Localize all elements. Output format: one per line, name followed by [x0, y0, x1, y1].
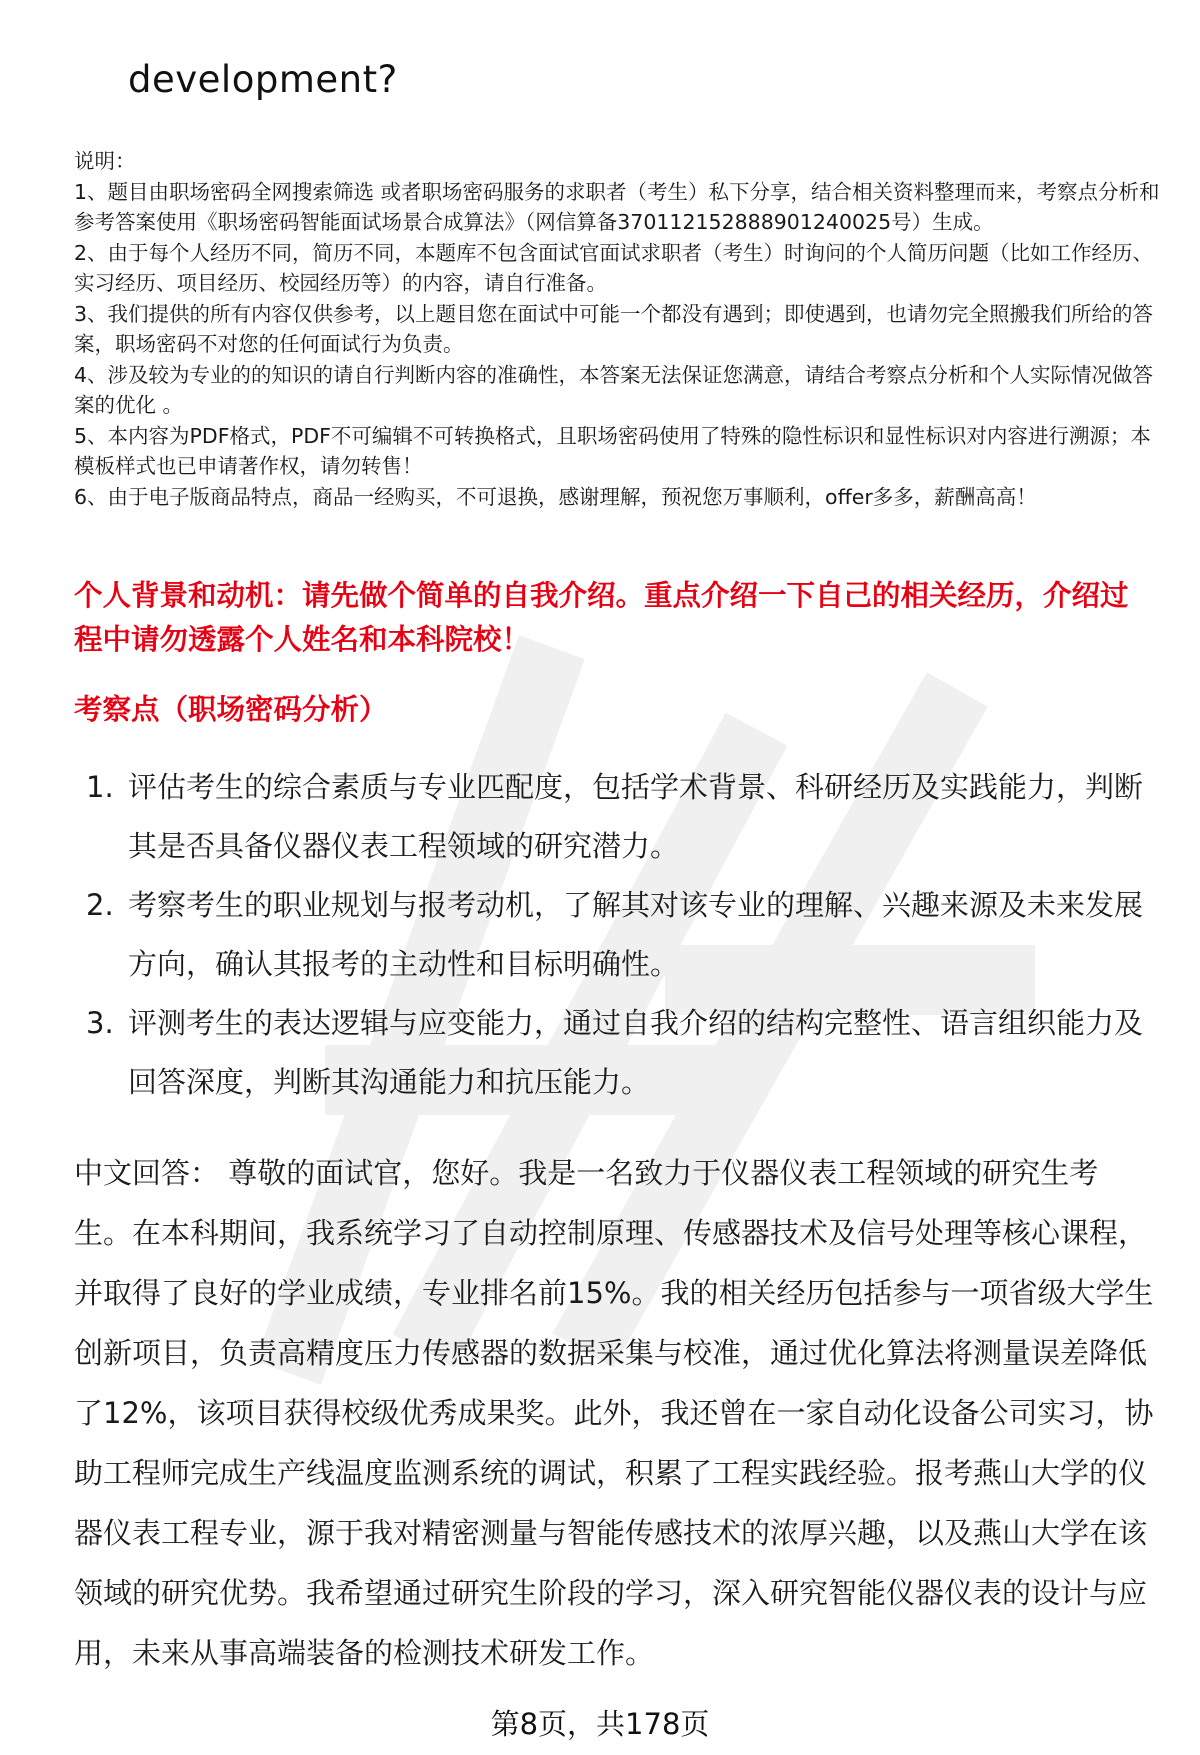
interview-question: 个人背景和动机：请先做个简单的自我介绍。重点介绍一下自己的相关经历，介绍过程中请勿透露个人姓名和本科院校！	[74, 579, 1129, 656]
point-text: 考察考生的职业规划与报考动机，了解其对该专业的理解、兴趣来源及未来发展方向，确认其报考的主动性和目标明确性。	[128, 888, 1144, 981]
note-item-4: 4、涉及较为专业的的知识的请自行判断内容的准确性，本答案无法保证您满意，请结合考察点分析和个人实际情况做答案的优化 。	[74, 362, 1154, 417]
notes-section	[74, 146, 1164, 512]
analysis-points	[74, 758, 1154, 1112]
point-number: 3.	[86, 1006, 114, 1040]
note-item-5: 5、本内容为PDF格式，PDF不可编辑不可转换格式，且职场密码使用了特殊的隐性标识和显性标识对内容进行溯源；本模板样式也已申请著作权，请勿转售！	[74, 423, 1151, 478]
note-item-1: 1、题目由职场密码全网搜索筛选 或者职场密码服务的求职者（考生）私下分享，结合相关资料整理而来，考察点分析和参考答案使用《职场密码智能面试场景合成算法》（网信算备370112152888901240025号）生成。	[74, 179, 1160, 234]
point-text: 评测考生的表达逻辑与应变能力，通过自我介绍的结构完整性、语言组织能力及回答深度，判断其沟通能力和抗压能力。	[128, 1006, 1144, 1099]
point-number: 1.	[86, 770, 114, 804]
note-item-3: 3、我们提供的所有内容仅供参考，以上题目您在面试中可能一个都没有遇到；即使遇到，也请勿完全照搬我们所给的答案，职场密码不对您的任何面试行为负责。	[74, 301, 1154, 356]
notes-label: 说明：	[74, 149, 136, 173]
page-number: 第8页，共178页	[490, 1707, 710, 1741]
point-number: 2.	[86, 888, 114, 922]
chinese-answer: 中文回答： 尊敬的面试官，您好。我是一名致力于仪器仪表工程领域的研究生考生。在本科期间，我系统学习了自动控制原理、传感器技术及信号处理等核心课程，并取得了良好的学业成绩，专业排名前15%。我的相关经历包括参与一项省级大学生创新项目，负责高精度压力传感器的数据采集与校准，通过优化算法将测量误差降低了12%，该项目获得校级优秀成果奖。此外，我还曾在一家自动化设备公司实习，协助工程师完成生产线温度监测系统的调试，积累了工程实践经验。报考燕山大学的仪器仪表工程专业，源于我对精密测量与智能传感技术的浓厚兴趣，以及燕山大学在该领域的研究优势。我希望通过研究生阶段的学习，深入研究智能仪器仪表的设计与应用，未来从事高端装备的检测技术研发工作。	[74, 1156, 1154, 1670]
analysis-heading: 考察点（职场密码分析）	[74, 693, 388, 726]
note-item-2: 2、由于每个人经历不同，简历不同，本题库不包含面试官面试求职者（考生）时询问的个人简历问题（比如工作经历、实习经历、项目经历、校园经历等）的内容，请自行准备。	[74, 240, 1154, 295]
note-item-6: 6、由于电子版商品特点，商品一经购买，不可退换，感谢理解，预祝您万事顺利，offer多多，薪酬高高！	[74, 484, 1037, 509]
previous-question-fragment: development?	[128, 58, 398, 101]
analysis-point	[74, 758, 1154, 876]
analysis-point	[74, 876, 1154, 994]
analysis-point	[74, 994, 1154, 1112]
point-text: 评估考生的综合素质与专业匹配度，包括学术背景、科研经历及实践能力，判断其是否具备仪器仪表工程领域的研究潜力。	[128, 770, 1144, 863]
